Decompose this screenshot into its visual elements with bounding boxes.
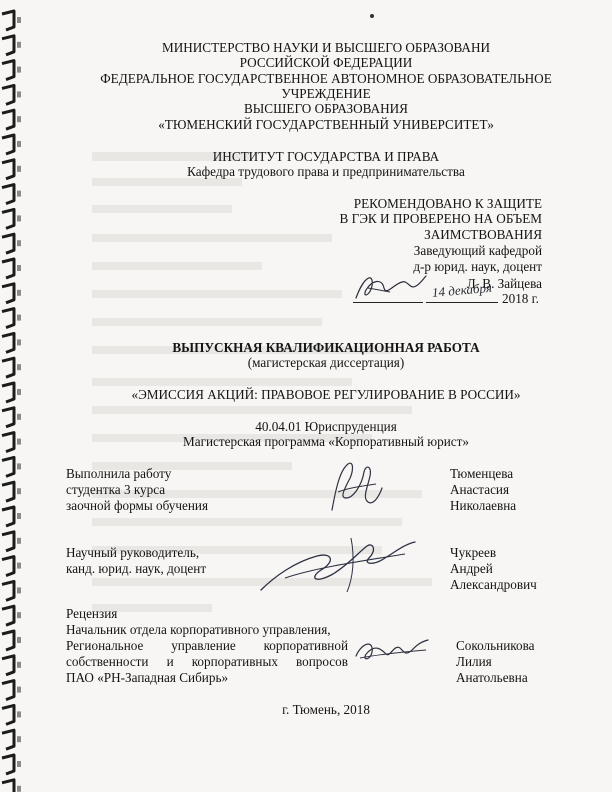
binding-ring xyxy=(2,681,14,700)
binding-hole xyxy=(17,265,21,271)
binding-hole xyxy=(17,439,21,445)
binding-hole xyxy=(17,563,21,569)
reviewer-surname: Сокольникова xyxy=(456,638,535,653)
binding-ring xyxy=(2,36,14,55)
binding-ring xyxy=(2,532,14,551)
reviewer-signature xyxy=(352,630,432,670)
reviewer-position-3-word: вопросов xyxy=(296,654,348,669)
reviewer-position-3-word: собственности xyxy=(66,654,149,669)
binding-ring xyxy=(2,656,14,675)
approval-line-3: ЗАИМСТВОВАНИЯ xyxy=(424,227,542,242)
approval-degree: д-р юрид. наук, доцент xyxy=(413,259,542,274)
specialty-code: 40.04.01 Юриспруденция xyxy=(255,419,397,434)
binding-hole xyxy=(17,215,21,221)
reviewer-position-3 xyxy=(66,654,348,669)
author-label-2: студентка 3 курса xyxy=(66,482,166,497)
binding-ring xyxy=(2,234,14,253)
thesis-topic: «ЭМИССИЯ АКЦИЙ: ПРАВОВОЕ РЕГУЛИРОВАНИЕ В РОССИИ» xyxy=(131,387,521,402)
author-label-1: Выполнила работу xyxy=(66,466,172,481)
binding-hole xyxy=(17,637,21,643)
binding-hole xyxy=(17,736,21,742)
binding-hole xyxy=(17,364,21,370)
binding-ring xyxy=(2,408,14,427)
binding-ring xyxy=(2,433,14,452)
binding-hole xyxy=(17,389,21,395)
binding-hole xyxy=(17,612,21,618)
reviewer-position-1: Начальник отдела корпоративного управления, xyxy=(66,622,331,637)
binding-hole xyxy=(17,463,21,469)
spiral-binding xyxy=(0,0,26,792)
binding-ring xyxy=(2,631,14,650)
supervisor-label-2: канд. юрид. наук, доцент xyxy=(66,561,207,576)
supervisor-label-1: Научный руководитель, xyxy=(66,545,200,560)
binding-ring xyxy=(2,135,14,154)
approval-date-year: 2018 г. xyxy=(502,291,539,306)
program-name: Магистерская программа «Корпоративный юрист» xyxy=(183,434,469,449)
binding-hole xyxy=(17,166,21,172)
binding-ring xyxy=(2,730,14,749)
institution-line-3: ВЫСШЕГО ОБРАЗОВАНИЯ xyxy=(244,101,408,116)
binding-hole xyxy=(17,761,21,767)
binding-ring xyxy=(2,11,14,30)
work-subtype: (магистерская диссертация) xyxy=(247,355,405,370)
supervisor-patronymic: Александрович xyxy=(450,577,537,592)
approval-role: Заведующий кафедрой xyxy=(413,243,542,258)
reviewer-heading: Рецензия xyxy=(66,606,118,621)
binding-hole xyxy=(17,687,21,693)
approval-line-2: В ГЭК И ПРОВЕРЕНО НА ОБЪЕМ xyxy=(339,211,542,226)
author-patronymic: Николаевна xyxy=(450,498,517,513)
reviewer-position-2-word: управление xyxy=(171,638,236,653)
binding-hole xyxy=(17,91,21,97)
institute-name: ИНСТИТУТ ГОСУДАРСТВА И ПРАВА xyxy=(212,149,440,164)
binding-hole xyxy=(17,488,21,494)
binding-ring xyxy=(2,85,14,104)
binding-hole xyxy=(17,339,21,345)
binding-hole xyxy=(17,191,21,197)
author-label-3: заочной формы обучения xyxy=(66,498,209,513)
binding-ring xyxy=(2,61,14,80)
binding-hole xyxy=(17,116,21,122)
binding-ring xyxy=(2,457,14,476)
binding-ring xyxy=(2,557,14,576)
date-line xyxy=(426,302,498,303)
binding-ring xyxy=(2,482,14,501)
author-signature xyxy=(318,458,388,518)
work-type: ВЫПУСКНАЯ КВАЛИФИКАЦИОННАЯ РАБОТА xyxy=(172,340,480,355)
ministry-line-2: РОССИЙСКОЙ ФЕДЕРАЦИИ xyxy=(239,55,413,70)
binding-ring xyxy=(2,358,14,377)
ministry-line-1: МИНИСТЕРСТВО НАУКИ И ВЫСШЕГО ОБРАЗОВАНИ xyxy=(162,40,490,55)
binding-ring xyxy=(2,209,14,228)
binding-hole xyxy=(17,538,21,544)
binding-hole xyxy=(17,711,21,717)
author-first-name: Анастасия xyxy=(450,482,510,497)
institution-line-1: ФЕДЕРАЛЬНОЕ ГОСУДАРСТВЕННОЕ АВТОНОМНОЕ ОБРАЗОВАТЕЛЬНОЕ xyxy=(100,71,552,86)
city-year: г. Тюмень, 2018 xyxy=(282,702,370,717)
supervisor-signature xyxy=(255,528,425,598)
binding-ring xyxy=(2,284,14,303)
department-name: Кафедра трудового права и предпринимательства xyxy=(187,164,465,179)
binding-ring xyxy=(2,383,14,402)
approval-name: Л. В. Зайцева xyxy=(466,276,542,291)
reviewer-first-name: Лилия xyxy=(456,654,492,669)
binding-hole xyxy=(17,587,21,593)
binding-ring xyxy=(2,755,14,774)
binding-hole xyxy=(17,513,21,519)
binding-ring xyxy=(2,705,14,724)
reviewer-position-4: ПАО «РН-Западная Сибирь» xyxy=(66,670,229,685)
scan-dot xyxy=(370,14,374,18)
binding-hole xyxy=(17,662,21,668)
binding-ring xyxy=(2,110,14,129)
binding-hole xyxy=(17,786,21,792)
binding-ring xyxy=(2,309,14,328)
head-signature xyxy=(350,268,430,308)
supervisor-first-name: Андрей xyxy=(450,561,493,576)
binding-ring xyxy=(2,507,14,526)
binding-hole xyxy=(17,315,21,321)
binding-hole xyxy=(17,67,21,73)
reviewer-position-2-word: Региональное xyxy=(66,638,144,653)
binding-ring xyxy=(2,160,14,179)
binding-hole xyxy=(17,290,21,296)
reviewer-position-2-word: корпоративной xyxy=(263,638,348,653)
reviewer-patronymic: Анатольевна xyxy=(456,670,528,685)
institution-line-2: УЧРЕЖДЕНИЕ xyxy=(281,86,371,101)
reviewer-position-3-word: корпоративных xyxy=(191,654,278,669)
approval-line-1: РЕКОМЕНДОВАНО К ЗАЩИТЕ xyxy=(353,196,542,211)
university-name: «ТЮМЕНСКИЙ ГОСУДАРСТВЕННЫЙ УНИВЕРСИТЕТ» xyxy=(158,117,494,132)
binding-ring xyxy=(2,333,14,352)
binding-hole xyxy=(17,17,21,23)
binding-ring xyxy=(2,780,14,792)
reviewer-position-2 xyxy=(66,638,348,653)
binding-ring xyxy=(2,606,14,625)
reviewer-position-3-word: и xyxy=(166,654,174,669)
binding-ring xyxy=(2,581,14,600)
binding-hole xyxy=(17,141,21,147)
approval-date-handwritten: 14 декабря xyxy=(431,279,493,300)
binding-ring xyxy=(2,259,14,278)
binding-hole xyxy=(17,414,21,420)
author-surname: Тюменцева xyxy=(450,466,514,481)
supervisor-surname: Чукреев xyxy=(450,545,497,560)
binding-ring xyxy=(2,185,14,204)
binding-hole xyxy=(17,240,21,246)
binding-hole xyxy=(17,42,21,48)
